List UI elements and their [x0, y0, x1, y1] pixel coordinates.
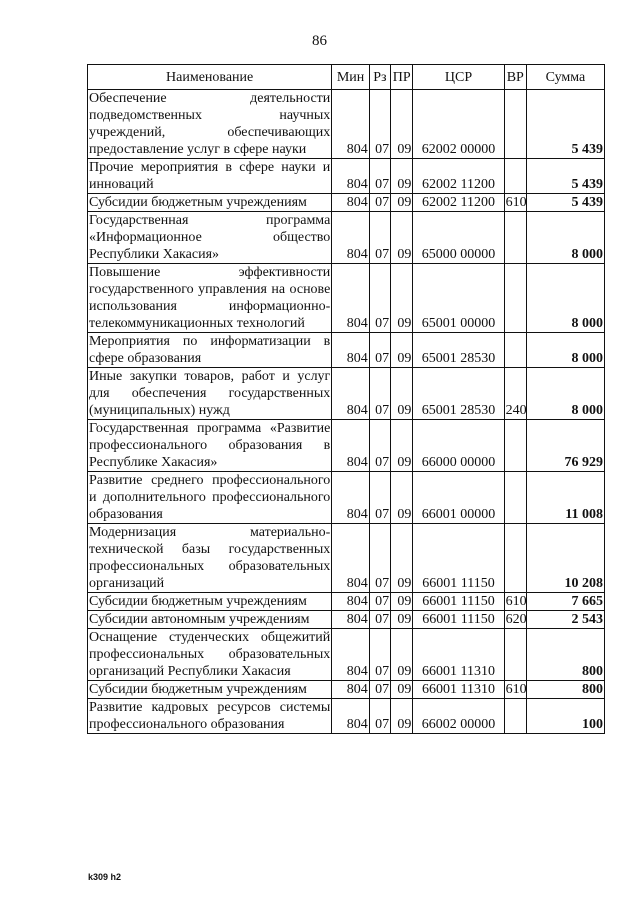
cell-name: Государственная программа «Информационное общество Республики Хакасия» [89, 213, 331, 262]
cell-name: Мероприятия по информатизации в сфере образования [89, 334, 331, 366]
cell-csr: 66001 11310 [413, 681, 504, 699]
cell-name: Повышение эффективности государственного управления на основе использования информационно-телекоммуникационных технологий [89, 265, 331, 331]
cell-sum: 8 000 [526, 264, 604, 333]
cell-pr: 09 [391, 629, 413, 681]
cell-pr: 09 [391, 699, 413, 734]
cell-name: Развитие среднего профессионального и дополнительного профессионального образования [89, 473, 331, 522]
cell-min: 804 [332, 472, 370, 524]
cell-pr: 09 [391, 194, 413, 212]
cell-min: 804 [332, 699, 370, 734]
cell-csr: 66001 11310 [413, 629, 504, 681]
table-row [88, 681, 605, 699]
table-row [88, 524, 605, 593]
cell-name: Развитие кадровых ресурсов системы профессионального образования [89, 700, 331, 732]
table-header-row [88, 65, 605, 90]
cell-min: 804 [332, 629, 370, 681]
cell-sum: 11 008 [526, 472, 604, 524]
cell-pr: 09 [391, 472, 413, 524]
cell-name: Прочие мероприятия в сфере науки и инноваций [89, 160, 331, 192]
cell-sum: 8 000 [526, 333, 604, 368]
cell-rz: 07 [369, 368, 390, 420]
cell-sum: 800 [526, 681, 604, 699]
cell-rz: 07 [369, 699, 390, 734]
cell-min: 804 [332, 681, 370, 699]
table-row [88, 194, 605, 212]
cell-min: 804 [332, 212, 370, 264]
cell-rz: 07 [369, 264, 390, 333]
cell-csr: 65000 00000 [413, 212, 504, 264]
cell-name: Иные закупки товаров, работ и услуг для обеспечения государственных (муниципальных) нужд [89, 369, 331, 418]
cell-name: Государственная программа «Развитие профессионального образования в Республике Хакасия» [89, 421, 331, 470]
cell-csr: 66002 00000 [413, 699, 504, 734]
cell-vr [504, 524, 526, 593]
cell-rz: 07 [369, 333, 390, 368]
cell-min: 804 [332, 368, 370, 420]
cell-min: 804 [332, 593, 370, 611]
cell-rz: 07 [369, 420, 390, 472]
cell-rz: 07 [369, 524, 390, 593]
cell-rz: 07 [369, 194, 390, 212]
cell-pr: 09 [391, 611, 413, 629]
footer-code: k309 h2 [88, 872, 122, 882]
cell-sum: 7 665 [526, 593, 604, 611]
cell-sum: 10 208 [526, 524, 604, 593]
cell-rz: 07 [369, 611, 390, 629]
cell-pr: 09 [391, 681, 413, 699]
cell-pr: 09 [391, 420, 413, 472]
table-row [88, 629, 605, 681]
table-row [88, 699, 605, 734]
cell-name: Оснащение студенческих общежитий профессиональных образовательных организаций Республики Хакасия [89, 630, 331, 679]
cell-pr: 09 [391, 90, 413, 159]
table-row [88, 212, 605, 264]
cell-vr: 610 [505, 682, 527, 697]
cell-vr [504, 699, 526, 734]
cell-pr: 09 [391, 212, 413, 264]
table-row [88, 264, 605, 333]
table-row [88, 159, 605, 194]
cell-sum: 8 000 [526, 368, 604, 420]
cell-min: 804 [332, 333, 370, 368]
cell-vr [504, 420, 526, 472]
table-row [88, 611, 605, 629]
cell-min: 804 [332, 611, 370, 629]
cell-vr [504, 333, 526, 368]
cell-rz: 07 [369, 159, 390, 194]
cell-min: 804 [332, 524, 370, 593]
cell-rz: 07 [369, 90, 390, 159]
header-min: Мин [332, 65, 370, 90]
cell-sum: 76 929 [526, 420, 604, 472]
cell-csr: 66001 11150 [413, 611, 504, 629]
cell-vr [504, 90, 526, 159]
cell-vr [504, 472, 526, 524]
cell-csr: 62002 11200 [413, 159, 504, 194]
cell-csr: 66000 00000 [413, 420, 504, 472]
header-name: Наименование [88, 65, 332, 90]
cell-name: Субсидии бюджетным учреждениям [88, 593, 332, 611]
header-csr: ЦСР [413, 65, 504, 90]
cell-pr: 09 [391, 159, 413, 194]
cell-name: Модернизация материально-технической базы государственных профессиональных образовательных организаций [89, 525, 331, 591]
cell-vr: 610 [505, 195, 527, 210]
cell-sum: 5 439 [526, 159, 604, 194]
cell-rz: 07 [369, 593, 390, 611]
cell-min: 804 [332, 90, 370, 159]
table-row [88, 593, 605, 611]
cell-pr: 09 [391, 524, 413, 593]
cell-name: Субсидии бюджетным учреждениям [88, 194, 332, 212]
cell-pr: 09 [391, 333, 413, 368]
cell-rz: 07 [369, 681, 390, 699]
cell-pr: 09 [391, 368, 413, 420]
cell-min: 804 [332, 159, 370, 194]
cell-sum: 2 543 [526, 611, 604, 629]
cell-csr: 66001 00000 [413, 472, 504, 524]
cell-csr: 65001 28530 [413, 333, 504, 368]
header-rz: Рз [369, 65, 390, 90]
table-row [88, 368, 605, 420]
cell-name: Субсидии бюджетным учреждениям [88, 681, 332, 699]
cell-vr [504, 264, 526, 333]
cell-vr [504, 159, 526, 194]
cell-vr [504, 212, 526, 264]
cell-vr: 240 [504, 368, 526, 420]
cell-pr: 09 [391, 593, 413, 611]
header-sum: Сумма [526, 65, 604, 90]
cell-vr [504, 629, 526, 681]
header-vr: ВР [504, 65, 526, 90]
cell-sum: 5 439 [526, 194, 604, 212]
cell-csr: 65001 28530 [413, 368, 504, 420]
cell-rz: 07 [369, 629, 390, 681]
header-pr: ПР [391, 65, 413, 90]
cell-csr: 66001 11150 [413, 593, 504, 611]
cell-csr: 65001 00000 [413, 264, 504, 333]
cell-min: 804 [332, 264, 370, 333]
table-row [88, 420, 605, 472]
cell-pr: 09 [391, 264, 413, 333]
cell-rz: 07 [369, 212, 390, 264]
table-row [88, 472, 605, 524]
cell-vr: 620 [505, 612, 527, 627]
table-row [88, 333, 605, 368]
cell-rz: 07 [369, 472, 390, 524]
cell-name: Субсидии автономным учреждениям [88, 611, 332, 629]
cell-sum: 800 [526, 629, 604, 681]
cell-name: Обеспечение деятельности подведомственных научных учреждений, обеспечивающих предоставление услуг в сфере науки [89, 91, 331, 157]
cell-sum: 8 000 [526, 212, 604, 264]
cell-vr: 610 [505, 594, 527, 609]
cell-csr: 62002 00000 [413, 90, 504, 159]
cell-csr: 66001 11150 [413, 524, 504, 593]
page-number: 86 [312, 33, 327, 49]
table-body [88, 90, 605, 734]
cell-sum: 5 439 [526, 90, 604, 159]
cell-csr: 62002 11200 [413, 194, 504, 212]
cell-min: 804 [332, 420, 370, 472]
cell-min: 804 [332, 194, 370, 212]
cell-sum: 100 [526, 699, 604, 734]
table-row [88, 90, 605, 159]
budget-table [87, 64, 605, 734]
